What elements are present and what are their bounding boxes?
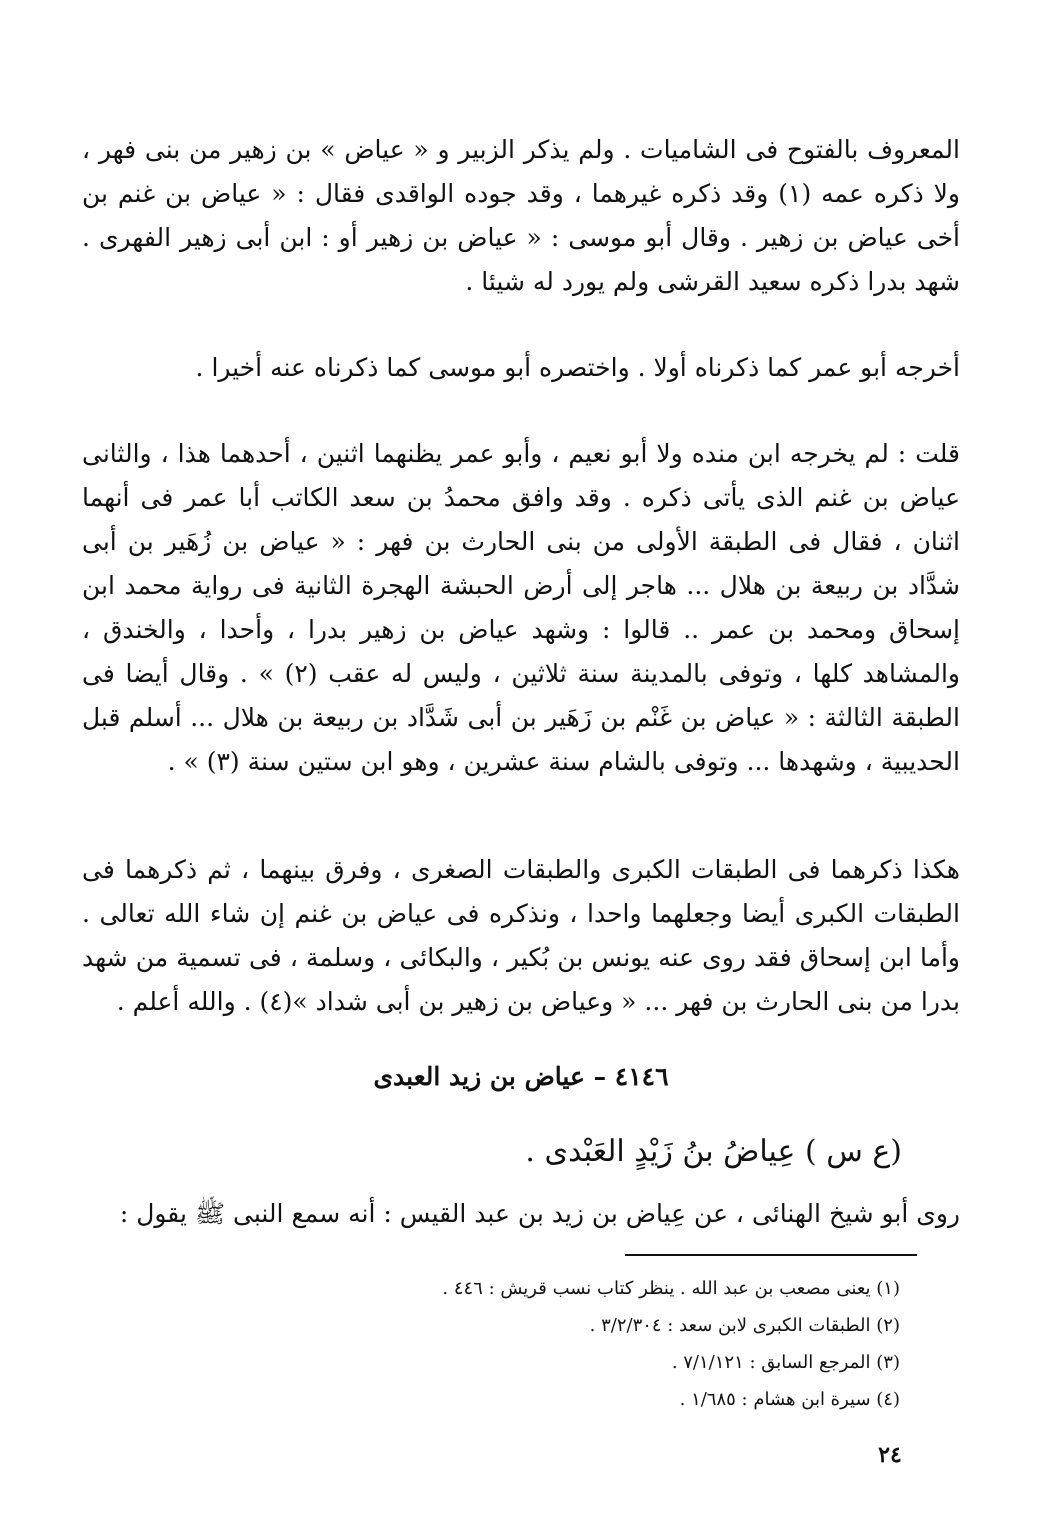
paragraph-text: هكذا ذكرهما فى الطبقات الكبرى والطبقات الصغرى ، وفرق بينهما ، ثم ذكرهما فى الطبقات الكبرى أيضا وجعلهما واحدا ، ونذكره فى عياض بن غنم إن شاء الله تعالى . وأما ابن إسحاق فقد روى عنه يونس بن بُكير ، والبكائى ، وسلمة ، فى تسمية من شهد بدرا من بنى الحارث بن فهر ... « وعياض بن زهير بن أبى شداد »(٤) . والله أعلم . bbox=[82, 855, 960, 1016]
entry-heading: ٤١٤٦ – عياض بن زيد العبدى bbox=[373, 1062, 669, 1091]
paragraph-text: المعروف بالفتوح فى الشاميات . ولم يذكر الزبير و « عياض » بن زهير من بنى فهر ، ولا ذكره عمه (١) وقد ذكره غيرهما ، وقد جوده الواقدى فقال : « عياض بن غنم بن أخى عياض بن زهير . وقال أبو موسى : « عياض بن زهير أو : ابن أبى زهير الفهرى . شهد بدرا ذكره سعيد القرشى ولم يورد له شيئا . bbox=[82, 135, 961, 296]
page-number: ٢٤ bbox=[878, 1442, 902, 1468]
paragraph-5 bbox=[82, 1192, 960, 1236]
paragraph-3 bbox=[82, 432, 960, 784]
footnotes bbox=[360, 1270, 900, 1418]
footnote-divider bbox=[625, 1254, 917, 1256]
paragraph-text: أخرجه أبو عمر كما ذكرناه أولا . واختصره أبو موسى كما ذكرناه عنه أخيرا . bbox=[195, 353, 960, 382]
footnote-1: (١) يعنى مصعب بن عبد الله . ينظر كتاب نسب قريش : ٤٤٦ . bbox=[442, 1278, 900, 1299]
paragraph-text: قلت : لم يخرجه ابن منده ولا أبو نعيم ، وأبو عمر يظنهما اثنين ، أحدهما هذا ، والثانى عياض بن غنم الذى يأتى ذكره . وقد وافق محمدُ بن سعد الكاتب أبا عمر فى أنهما اثنان ، فقال فى الطبقة الأولى من بنى الحارث بن فهر : « عياض بن زُهَير بن أبى شدَّاد بن ربيعة بن هلال ... هاجر إلى أرض الحبشة الهجرة الثانية فى رواية محمد ابن إسحاق ومحمد بن عمر .. قالوا : وشهد عياض بن زهير بدرا ، وأحدا ، والخندق ، والمشاهد كلها ، وتوفى بالمدينة سنة ثلاثين ، وليس له عقب (٢) » . وقال أيضا فى الطبقة الثالثة : « عياض بن غَنْم بن زَهَير بن أبى شَدَّاد بن ربيعة بن هلال ... أسلم قبل الحديبية ، وشهدها ... وتوفى بالشام سنة عشرين ، وهو ابن ستين سنة (٣) » . bbox=[82, 439, 960, 776]
footnote-2: (٢) الطبقات الكبرى لابن سعد : ٣/٢/٣٠٤ . bbox=[589, 1315, 900, 1336]
paragraph-4 bbox=[82, 848, 960, 1024]
footnote-3: (٣) المرجع السابق : ٧/١/١٢١ . bbox=[671, 1352, 900, 1373]
entry-name: (ع س ) عِياضُ بنُ زَيْدٍ العَبْدى . bbox=[525, 1134, 902, 1169]
paragraph-1 bbox=[82, 128, 960, 304]
footnote-4: (٤) سيرة ابن هشام : ١/٦٨٥ . bbox=[679, 1389, 900, 1410]
paragraph-2 bbox=[82, 346, 960, 390]
paragraph-text: روى أبو شيخ الهنائى ، عن عِياض بن زيد بن عبد القيس : أنه سمع النبى ﷺ يقول : bbox=[119, 1199, 960, 1228]
